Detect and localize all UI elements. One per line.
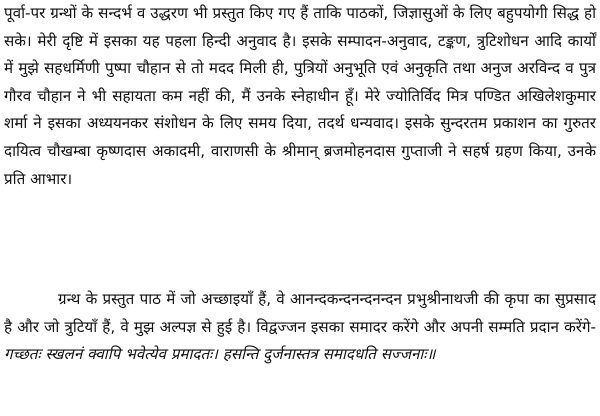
paragraph-2-line-1: ग्रन्थ के प्रस्तुत पाठ में जो अच्छाइयाँ हैं, वे आनन्दकन्दनन्दनन्दन प्रभुश्रीनाथजी	[58, 290, 479, 308]
paragraph-2	[4, 286, 596, 369]
paragraph-1	[4, 0, 596, 193]
paragraph-1-line-2: के लिए बहुपयोगी सिद्ध हो सके। मेरी दृष्टि में इसका यह पहला हिन्दी अनुवाद है।	[4, 4, 596, 50]
paragraph-1-line-1: पूर्वा-पर ग्रन्थों के सन्दर्भ व उद्धरण भी प्रस्तुत किए गए हैं ताकि पाठकों, जिज्ञासुओं	[4, 4, 448, 22]
paragraph-1-line-3: इसके सम्पादन-अनुवाद, टङ्कण, त्रुटिशोधन आदि कार्यों में मुझे सहधर्मिणी पुष्पा	[4, 31, 596, 78]
paragraph-1-line-9: आभार।	[30, 169, 73, 188]
paragraph-2-line-2: की कृपा का सुप्रसाद है और जो त्रुटियाँ हैं, वे मुझ अल्पज्ञ से हुई है। विद्वज्जन इसका	[4, 290, 597, 336]
paragraph-2-line-3: समादर करेंगे और अपनी सम्मति प्रदान करेंगे-	[349, 317, 597, 336]
paragraph-1-line-8: अकादमी, वाराणसी के श्रीमान् ब्रजमोहनदास गुप्ताजी ने सहर्ष ग्रहण किया, उनके प्रति	[4, 141, 596, 188]
paragraph-1-line-4: चौहान से तो मदद मिली ही, पुत्रियों अनुभूति एवं अनुकृति तथा अनुज अरविन्द व पुत्र	[136, 59, 596, 78]
paragraph-1-line-7: दिया, तदर्थ धन्यवाद। इसके सुन्दरतम प्रकाशन का गुरुतर दायित्व चौखम्बा कृष्णदास	[4, 114, 597, 160]
paragraph-1-line-5: गौरव चौहान ने भी सहायता कम नहीं की, मैं उनके स्नेहाधीन हूँ। मेरे ज्योतिर्विद	[4, 86, 441, 105]
paragraph-1-line-6: मित्र पण्डित अखिलेशकुमार शर्मा ने इसका अध्ययनकर संशोधन के लिए समय	[4, 86, 597, 133]
sanskrit-quote: गच्छतः स्खलनं क्वापि भवेत्येव प्रमादतः। हसन्ति दुर्जनास्तत्र समादधति सज्जनाः॥	[4, 345, 436, 364]
